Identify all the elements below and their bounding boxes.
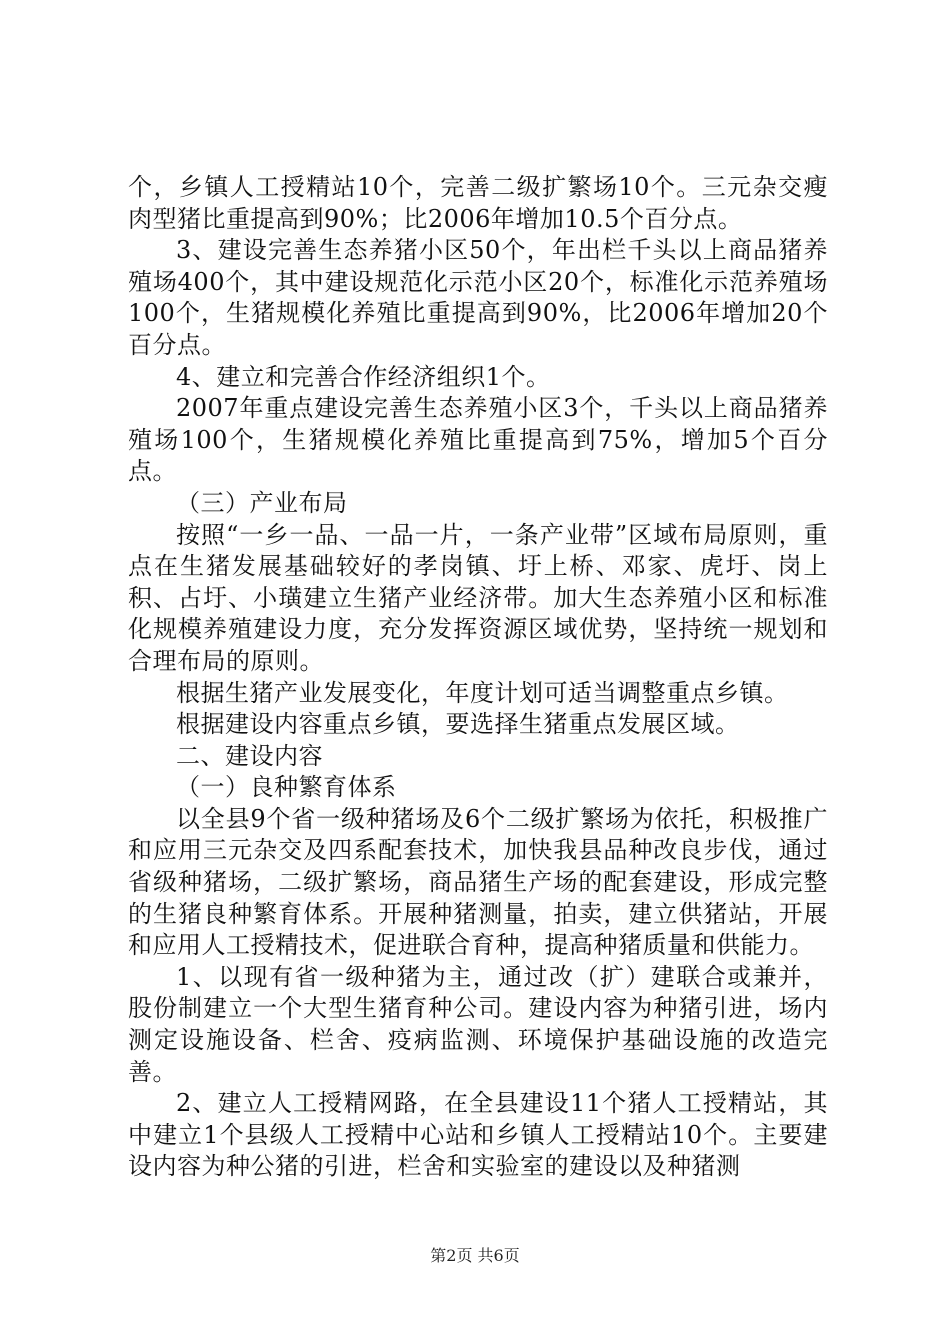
paragraph-8: 根据建设内容重点乡镇，要选择生猪重点发展区域。 [176, 710, 740, 739]
paragraph-13: 2、建立人工授精网路，在全县建设11个猪人工授精站，其中建立1个县级人工授精中心站和乡镇人工授精站10个。主要建设内容为种公猪的引进，栏舍和实验室的建设以及种猪测 [128, 1089, 828, 1181]
paragraph-6: 按照“一乡一品、一品一片，一条产业带”区域布局原则，重点在生猪发展基础较好的孝岗镇、圩上桥、邓家、虎圩、岗上积、占圩、小璜建立生猪产业经济带。加大生态养殖小区和标准化规模养殖建设力度，充分发挥资源区域优势，坚持统一规划和合理布局的原则。 [128, 520, 828, 675]
paragraph-2: 3、建设完善生态养猪小区50个，年出栏千头以上商品猪养殖场400个，其中建设规范化示范小区20个，标准化示范养殖场100个，生猪规模化养殖比重提高到90%，比2006年增加20个百分点。 [128, 236, 828, 359]
document-body [128, 172, 828, 1183]
section-heading-construction: 二、建设内容 [176, 741, 323, 770]
section-heading-industry-layout: （三）产业布局 [176, 488, 348, 517]
paragraph-12: 1、以现有省一级种猪为主，通过改（扩）建联合或兼并，股份制建立一个大型生猪育种公司。建设内容为种猪引进，场内测定设施设备、栏舍、疫病监测、环境保护基础设施的改造完善。 [128, 962, 828, 1086]
section-heading-breeding-system: （一）良种繁育体系 [176, 773, 397, 802]
paragraph-11: 以全县9个省一级种猪场及6个二级扩繁场为依托，积极推广和应用三元杂交及四系配套技术，加快我县品种改良步伐，通过省级种猪场，二级扩繁场，商品猪生产场的配套建设，形成完整的生猪良种繁育体系。开展种猪测量，拍卖，建立供猪站，开展和应用人工授精技术，促进联合育种，提高种猪质量和供能力。 [128, 804, 828, 960]
paragraph-4: 2007年重点建设完善生态养殖小区3个，千头以上商品猪养殖场100个，生猪规模化养殖比重提高到75%，增加5个百分点。 [128, 394, 828, 486]
page-footer: 第2页 共6页 [430, 1246, 520, 1265]
paragraph-7: 根据生猪产业发展变化，年度计划可适当调整重点乡镇。 [176, 678, 789, 707]
paragraph-1: 个，乡镇人工授精站10个，完善二级扩繁场10个。三元杂交瘦肉型猪比重提高到90%；比2006年增加10.5个百分点。 [128, 173, 828, 233]
paragraph-3: 4、建立和完善合作经济组织1个。 [176, 362, 551, 391]
